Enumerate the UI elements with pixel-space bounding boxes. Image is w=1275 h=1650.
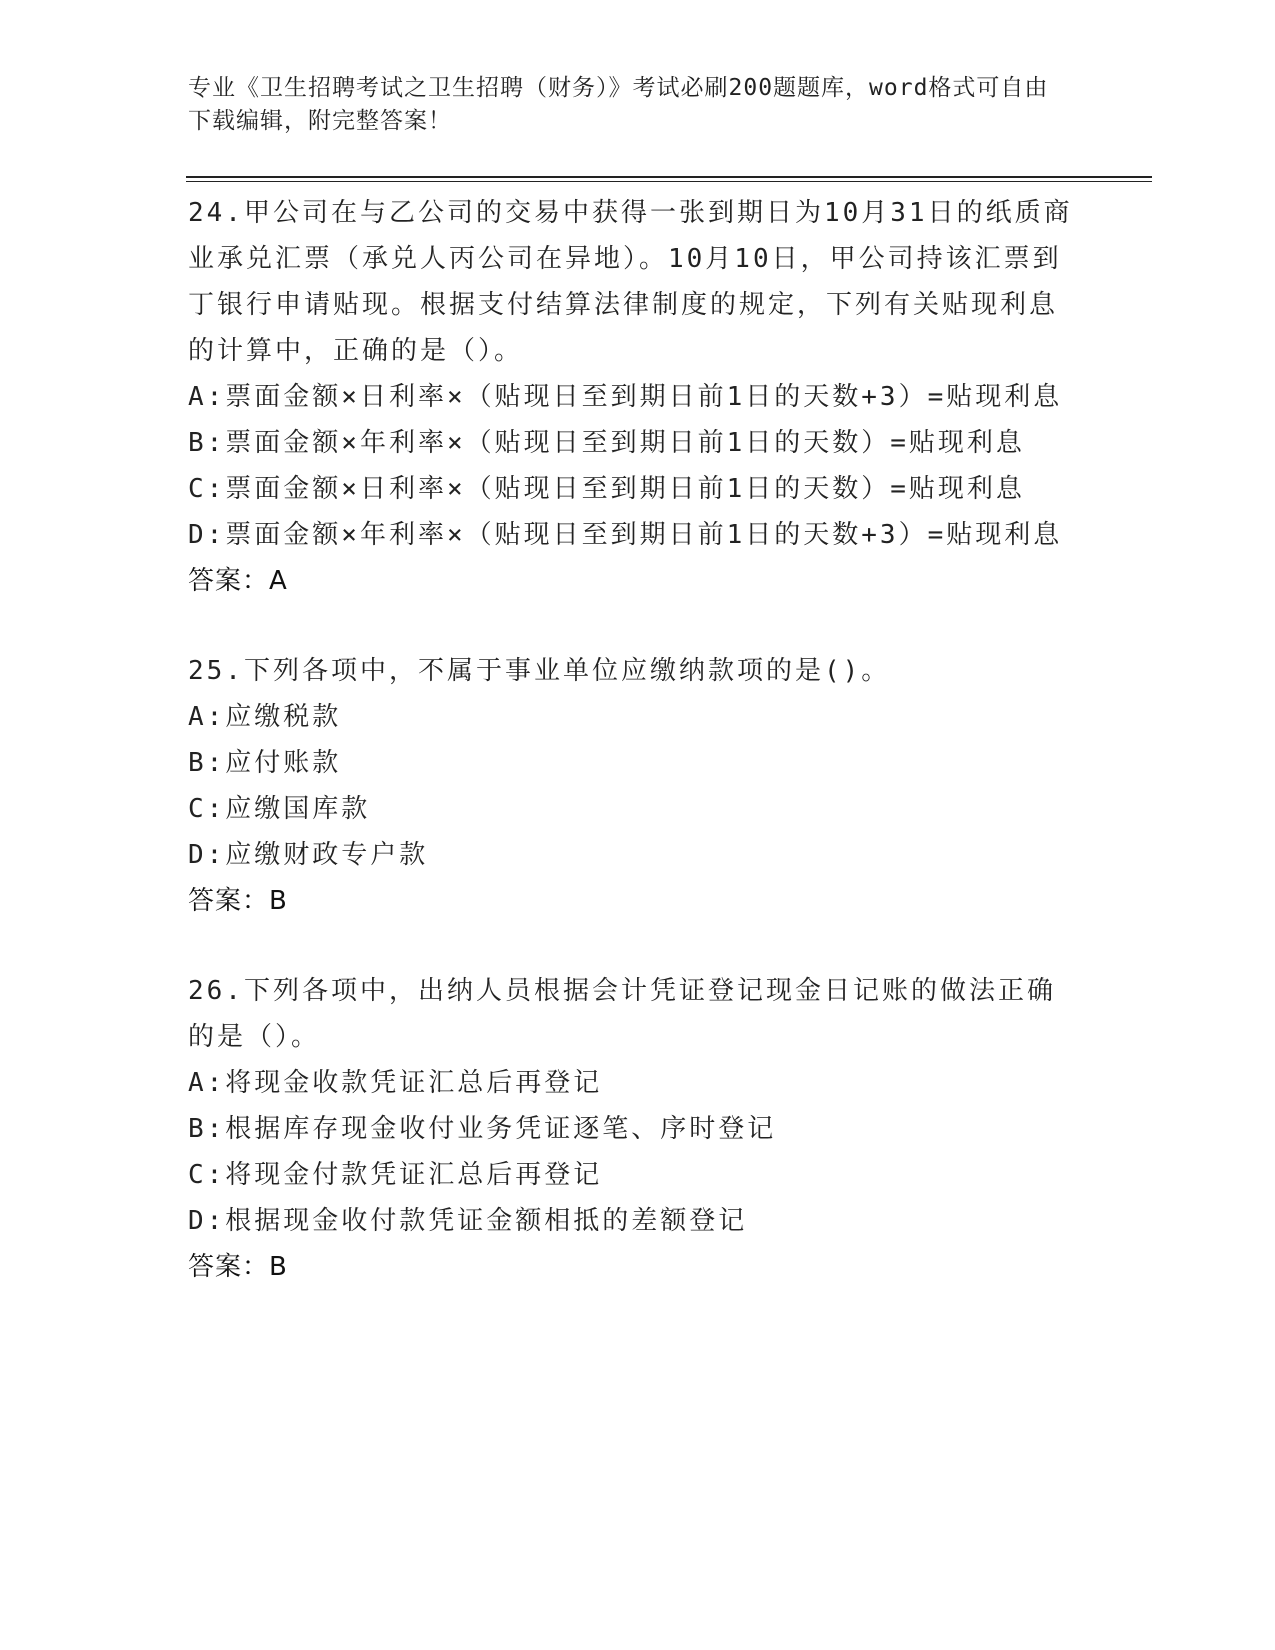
answer: 答案：B	[188, 1252, 288, 1282]
option-d: D:根据现金收付款凭证金额相抵的差额登记	[188, 1206, 748, 1236]
header-divider-thick	[186, 176, 1152, 178]
option-a: A:将现金收款凭证汇总后再登记	[188, 1068, 603, 1098]
option-d: D:票面金额×年利率×（贴现日至到期日前1日的天数+3）=贴现利息	[188, 520, 1063, 550]
option-a: A:应缴税款	[188, 702, 342, 732]
document-intro: 专业《卫生招聘考试之卫生招聘（财务）》考试必刷200题题库，word格式可自由下载编辑，附完整答案！	[188, 75, 1049, 134]
question-stem: 26.下列各项中，出纳人员根据会计凭证登记现金日记账的做法正确的是（）。	[188, 976, 1056, 1052]
question-list	[188, 190, 1078, 1334]
question-26	[188, 968, 1078, 1290]
option-b: B:应付账款	[188, 748, 342, 778]
answer: 答案：B	[188, 886, 288, 916]
header-divider-thin	[186, 181, 1152, 182]
answer: 答案：A	[188, 566, 288, 596]
option-c: C:将现金付款凭证汇总后再登记	[188, 1160, 603, 1190]
option-c: C:应缴国库款	[188, 794, 371, 824]
option-a: A:票面金额×日利率×（贴现日至到期日前1日的天数+3）=贴现利息	[188, 382, 1063, 412]
option-c: C:票面金额×日利率×（贴现日至到期日前1日的天数）=贴现利息	[188, 474, 1025, 504]
question-stem: 24.甲公司在与乙公司的交易中获得一张到期日为10月31日的纸质商业承兑汇票（承兑人丙公司在异地）。10月10日，甲公司持该汇票到丁银行申请贴现。根据支付结算法律制度的规定，下列有关贴现利息的计算中，正确的是（）。	[188, 198, 1073, 366]
option-b: B:根据库存现金收付业务凭证逐笔、序时登记	[188, 1114, 777, 1144]
option-b: B:票面金额×年利率×（贴现日至到期日前1日的天数）=贴现利息	[188, 428, 1025, 458]
question-24	[188, 190, 1078, 604]
option-d: D:应缴财政专户款	[188, 840, 429, 870]
question-25	[188, 648, 1078, 924]
question-stem: 25.下列各项中，不属于事业单位应缴纳款项的是()。	[188, 656, 891, 686]
